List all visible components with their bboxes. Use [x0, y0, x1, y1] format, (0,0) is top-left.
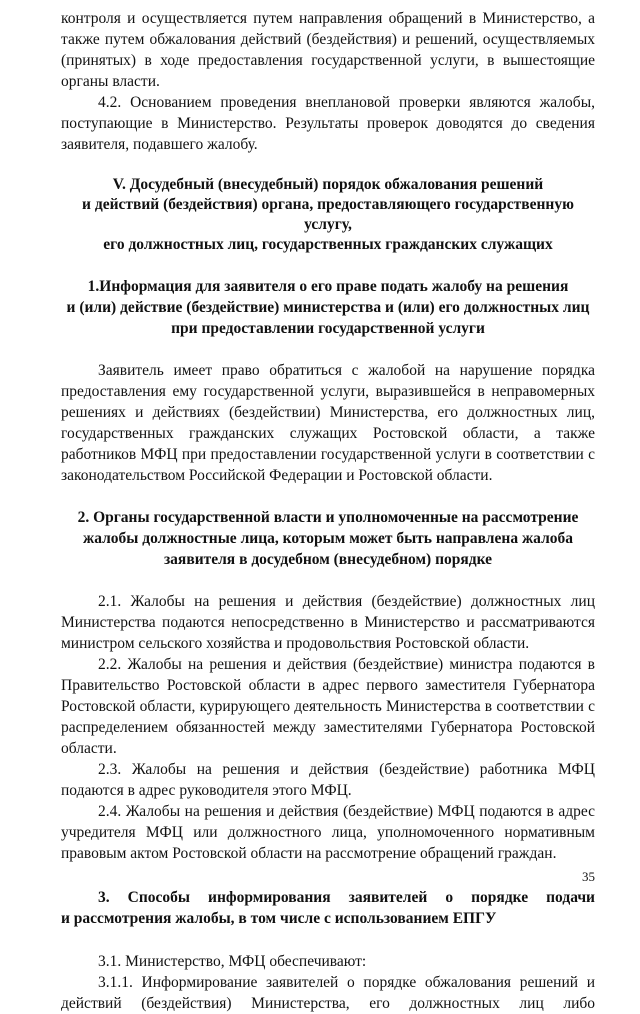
section-v-heading-line-3: его должностных лиц, государственных гражданских служащих: [103, 236, 553, 253]
heading-3-line-2: и рассмотрения жалобы, в том числе с использованием ЕПГУ: [61, 910, 497, 927]
section-v-heading-line-2: и действий (бездействия) органа, предоставляющего государственную услугу,: [82, 196, 574, 233]
paragraph-4-2: 4.2. Основанием проведения внеплановой проверки являются жалобы, поступающие в Министерство. Результаты проверок доводятся до сведения заявителя, подавшего жалобу.: [61, 94, 595, 153]
heading-2-line-1: 2. Органы государственной власти и уполномоченные на рассмотрение: [77, 509, 579, 526]
heading-1-line-2: и (или) действие (бездействие) министерства и (или) его должностных лиц: [66, 299, 590, 316]
paragraph-2-3: 2.3. Жалобы на решения и действия (бездействие) работника МФЦ подаются в адрес руководителя этого МФЦ.: [61, 761, 595, 799]
paragraph-2-1: 2.1. Жалобы на решения и действия (бездействие) должностных лиц Министерства подаются непосредственно в Министерство и рассматриваются министром сельского хозяйства и продовольствия Ростовской области.: [61, 593, 595, 652]
heading-2-line-3: заявителя в досудебном (внесудебном) порядке: [163, 551, 493, 568]
paragraph-1: Заявитель имеет право обратиться с жалобой на нарушение порядка предоставления ему государственной услуги, выразившейся в неправомерных решениях и действиях (бездействии) Министерства, его должностных лиц, государственных гражданских служащих Ростовской области, а также работников МФЦ при предоставлении государственной услуги в соответствии с законодательством Российской Федерации и Ростовской области.: [61, 362, 595, 484]
section-v-heading-line-1: V. Досудебный (внесудебный) порядок обжалования решений: [112, 176, 544, 193]
page-number: 35: [582, 869, 595, 884]
heading-2: [61, 507, 595, 570]
paragraph-2-4: 2.4. Жалобы на решения и действия (бездействие) МФЦ подаются в адрес учредителя МФЦ или должностного лица, уполномоченного нормативным правовым актом Ростовской области на рассмотрение обращений граждан.: [61, 803, 595, 862]
paragraph-3-1-1: 3.1.1. Информирование заявителей о порядке обжалования решений и действий (бездействия) Министерства, его должностных лиц либо: [61, 974, 595, 1012]
paragraph-3-1: 3.1. Министерство, МФЦ обеспечивают:: [98, 953, 367, 970]
heading-1: [61, 276, 595, 339]
section-v-heading: [61, 175, 595, 255]
heading-2-line-2: жалобы должностные лица, которым может быть направлена жалоба: [82, 530, 574, 547]
page-content: [61, 8, 595, 1014]
heading-1-line-3: при предоставлении государственной услуги: [171, 320, 485, 337]
heading-1-line-1: 1.Информация для заявителя о его праве подать жалобу на решения: [87, 278, 569, 295]
paragraph-intro: контроля и осуществляется путем направления обращений в Министерство, а также путем обжалования действий (бездействия) и решений, осуществляемых (принятых) в ходе предоставления государственной услуги, в вышестоящие органы власти.: [61, 10, 595, 90]
paragraph-2-2: 2.2. Жалобы на решения и действия (бездействие) министра подаются в Правительство Ростовской области в адрес первого заместителя Губернатора Ростовской области, курирующего деятельность Министерства в соответствии с распределением обязанностей между заместителями Губернатора Ростовской области.: [61, 656, 595, 757]
heading-3-line-1: 3. Способы информирования заявителей о порядке подачи: [98, 889, 595, 906]
